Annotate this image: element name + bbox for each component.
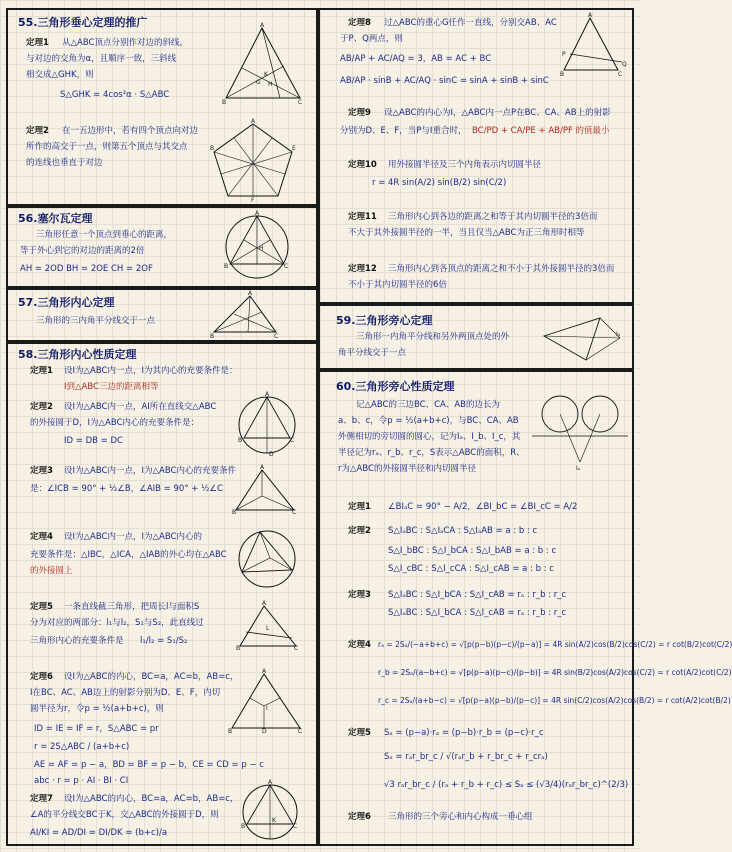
theorem-label: 定理4 [348,640,371,650]
theorem-label: 定理2 [26,126,49,136]
svg-text:I: I [266,705,268,712]
theorem-label: 定理12 [348,264,377,274]
figure-cut-triangle [236,602,300,650]
text-line: 过△ABC的重心G任作一直线，分别交AB、AC [384,18,557,28]
section-57-title: 57.三角形内心定理 [18,296,115,309]
formula: √3 rₐr_br_c / (rₐ + r_b + r_c) ≤ Sₐ ≤ (√3/4)(rₐr_br_c)^(2/3) [384,780,629,790]
formula: rₐ = 2Sₐ/(−a+b+c) = √[p(p−b)(p−c)/(p−a)] = 4R sin(A/2)cos(B/2)cos(C/2) = r cot(B/2)cot(C/2) [378,640,732,649]
svg-text:P: P [562,51,566,58]
theorem-label: 定理6 [30,672,53,682]
text-line: 等于外心到它的对边的距离的2倍 [20,246,145,256]
svg-text:Iₐ: Iₐ [576,465,581,472]
formula: S△I_cBC : S△I_cCA : S△I_cAB = a : b : c [388,564,554,574]
figure-circumcircle [222,212,292,282]
figure-excenter [540,312,626,366]
theorem-label: 定理2 [348,526,371,536]
formula: S△IₐBC : S△IₐCA : S△IₐAB = a : b : c [388,526,538,536]
svg-text:A: A [268,779,273,786]
text-line: 的外接圆于D，I为△ABC内心的充要条件是： [30,418,200,428]
figure-incircle-d [236,391,298,458]
theorem-label: 定理6 [348,812,371,822]
svg-text:B: B [228,728,233,735]
text-line: 用外接圆半径及三个内角表示内切圆半径 [388,160,542,170]
text-line: I到△ABC三边的距离相等 [64,382,159,392]
formula: r_b = 2Sₐ/(a−b+c) = √[p(p−a)(p−c)/(p−b)] = 4R sin(B/2)cos(A/2)cos(C/2) = r cot(A/2)cot(C/2) [378,668,732,677]
svg-text:A: A [262,600,267,607]
formula: S△GHK = 4cos²α · S△ABC [60,90,170,100]
svg-text:K: K [272,817,276,824]
text-line: 半径记为rₐ、r_b、r_c，S表示△ABC的面积，R、 [338,448,525,458]
formula: Sₐ = (p−a)·rₐ = (p−b)·r_b = (p−c)·r_c [384,728,544,738]
svg-text:L: L [266,625,270,632]
svg-text:D: D [269,451,274,458]
svg-text:B: B [236,645,241,652]
svg-text:B: B [210,145,215,152]
svg-text:A: A [588,12,593,19]
text-line: r为△ABC的外接圆半径和内切圆半径 [338,464,476,474]
figure-incenter-triangle [210,292,280,338]
theorem-label: 定理2 [30,402,53,412]
text-line: 三角形内心到各顶点的距离之和不小于其外接圆半径的3倍而 [388,264,615,274]
theorem-label: 定理9 [348,108,371,118]
theorem-label: 定理3 [348,590,371,600]
text-line: 圆半径为r，令p = ½(a+b+c)，则 [30,704,164,714]
text-line: 分为对应的两部分：l₁与l₂，S₁与S₂，此直线过 [30,618,204,628]
svg-text:E: E [292,145,296,152]
theorem-label: 定理1 [30,366,53,376]
text-line: 三角形内心到各边的距离之和等于其内切圆半径的3倍而 [388,212,598,222]
text-line: 充要条件是：△IBC，△ICA，△IAB的外心均在△ABC [30,550,227,560]
section-59-title: 59.三角形旁心定理 [336,314,433,327]
formula: r_c = 2Sₐ/(a+b−c) = √[p(p−a)(p−b)/(p−c)] = 4R sin(C/2)cos(A/2)cos(B/2) = r cot(A/2)cot(B/2) [378,696,731,705]
text-line: 在一五边形中，若有四个顶点向对边 [62,126,199,136]
svg-text:C: C [274,333,279,340]
svg-text:B: B [560,71,565,78]
section-56-title: 56.塞尔瓦定理 [18,212,93,225]
svg-text:A: A [260,22,265,29]
section-60-title: 60.三角形旁心性质定理 [336,380,455,393]
svg-text:C: C [298,728,303,735]
figure-triangle-i [232,466,298,514]
svg-text:H: H [259,245,264,252]
formula: r = 4R sin(A/2) sin(B/2) sin(C/2) [372,178,507,188]
formula: AB/AP + AC/AQ = 3，AB = AC + BC [340,54,492,64]
svg-text:C: C [292,509,297,516]
svg-text:A: A [262,668,267,675]
text-line: 于P、Q两点，则 [340,34,403,44]
svg-text:B: B [210,333,215,340]
text-line: 设I为△ABC内一点，AI所在直线交△ABC [64,402,217,412]
formula: AE = AF = p − a，BD = BF = p − b，CE = CD = p − c [34,760,264,770]
text-line: 设I为△ABC的内心，BC=a，AC=b，AB=c， [64,794,239,804]
formula: Sₐ = rₐr_br_c / √(rₐr_b + r_br_c + r_crₐ) [384,752,548,762]
formula: S△IₐBC : S△I_bCA : S△I_cAB = rₐ : r_b : r_c [388,608,567,618]
svg-text:A: A [265,391,270,398]
text-line: 分别为D、E、F，当P与I重合时， [340,126,467,136]
svg-text:B: B [232,509,237,516]
text-line: ∠A的平分线交BC于K，交△ABC的外接圆于D，则 [30,810,219,820]
svg-text:B: B [224,263,229,270]
text-line: 三角形一内角平分线和另外两顶点处的外 [356,332,510,342]
svg-text:B: B [238,437,243,444]
theorem-label: 定理1 [26,38,49,48]
theorem-label: 定理5 [30,602,53,612]
svg-text:C: C [284,263,289,270]
svg-text:C: C [298,99,303,106]
formula: ID = DB = DC [64,436,123,446]
svg-text:H: H [268,81,273,88]
formula: AI/KI = AD/DI = DI/DK = (b+c)/a [30,828,168,838]
svg-text:C: C [293,823,298,830]
svg-text:A: A [260,464,265,471]
section-58-title: 58.三角形内心性质定理 [18,348,137,361]
formula: l₁/l₂ = S₁/S₂ [140,636,188,646]
text-line: 不小于其内切圆半径的6倍 [348,280,447,290]
section-55-title: 55.三角形垂心定理的推广 [18,16,148,29]
text-line: 设I为△ABC内一点，I为△ABC内心的充要条件 [64,466,236,476]
formula: S△IₐBC : S△I_bCA : S△I_cAB = rₐ : r_b : r_c [388,590,567,600]
theorem-label: 定理8 [348,18,371,28]
theorem-label: 定理1 [348,502,371,512]
formula: abc · r = p · AI · BI · CI [34,776,129,786]
text-line: a、b、c，令p = ½(a+b+c)，与BC、CA、AB [338,416,519,426]
theorem-label: 定理4 [30,532,53,542]
svg-text:A: A [255,210,260,217]
theorem-label: 定理3 [30,466,53,476]
figure-triangle-ghk [222,24,304,106]
svg-text:G: G [256,79,261,86]
formula: S△I_bBC : S△I_bCA : S△I_bAB = a : b : c [388,546,557,556]
theorem-label: 定理5 [348,728,371,738]
text-line: 三角形任意一个顶点到垂心的距离， [36,230,173,240]
svg-text:C: C [294,645,299,652]
text-line: 三角形的三个旁心和内心构成一垂心组 [388,812,533,822]
text-line: 不大于其外接圆半径的一半，当且仅当△ABC为正三角形时相等 [348,228,585,238]
figure-pentagon [210,120,296,202]
svg-text:C: C [618,71,623,78]
svg-text:A: A [251,118,256,125]
svg-text:B: B [222,99,227,106]
theorem-label: 定理11 [348,212,377,222]
text-line: 设△ABC的内心为I，△ABC内一点P在BC、CA、AB上的射影 [384,108,611,118]
text-line: 设I为△ABC的内心，BC=a，AC=b，AB=c， [64,672,239,682]
text-line: 记△ABC的三边BC、CA、AB的边长为 [356,400,500,410]
text-line: 外侧相切的旁切圆的圆心，记为Iₐ、I_b、I_c，其 [338,432,521,442]
text-line: 从△ABC顶点分别作对边的斜线， [62,38,188,48]
figure-bisector-circle [240,779,300,842]
figure-centroid-line [560,14,628,76]
svg-text:F: F [251,197,255,204]
text-line: 是：∠ICB = 90° + ½∠B，∠AIB = 90° + ½∠C [30,484,223,494]
svg-text:B: B [241,823,246,830]
formula: BC/PD + CA/PE + AB/PF 的值最小 [472,126,610,136]
text-line: 相交成△GHK，则 [26,70,94,80]
text-line: 的连线也垂直于对边 [26,158,103,168]
formula: r = 2S△ABC / (a+b+c) [34,742,130,752]
svg-text:I₃: I₃ [616,331,621,338]
formula: ∠BIₐC = 90° − A/2，∠BI_bC = ∠BI_cC = A/2 [388,502,578,512]
text-line: 角平分线交于一点 [338,348,407,358]
text-line: 的外接圆上 [30,566,73,576]
svg-text:K: K [264,71,268,78]
formula: ID = IE = IF = r，S△ABC = pr [34,724,159,734]
figure-circle-triangle [236,528,298,590]
text-line: 与对边的交角为α，且顺序一致，三斜线 [26,54,177,64]
text-line: 所作的高交于一点，则第五个顶点与其交点 [26,142,188,152]
svg-text:Q: Q [622,61,627,68]
svg-text:A: A [248,290,253,297]
figure-projection-triangle [228,670,304,734]
formula: AB/AP · sinB + AC/AQ · sinC = sinA + sinB + sinC [340,76,549,86]
formula: AH = 2OD BH = 2OE CH = 2OF [20,264,153,274]
svg-text:C: C [290,437,295,444]
text-line: 一条直线截三角形，把周长l与面积S [64,602,200,612]
text-line: 三角形内心的充要条件是 [30,636,124,646]
text-line: I在BC、AC、AB边上的射影分别为D、E、F，内切 [30,688,221,698]
figure-excircles [530,392,630,472]
theorem-label: 定理10 [348,160,377,170]
svg-text:D: D [262,728,267,735]
text-line: 设I为△ABC内一点，I为其内心的充要条件是： [64,366,238,376]
theorem-label: 定理7 [30,794,53,804]
text-line: 设I为△ABC内一点，I为△ABC内心的 [64,532,202,542]
text-line: 三角形的三内角平分线交于一点 [36,316,156,326]
